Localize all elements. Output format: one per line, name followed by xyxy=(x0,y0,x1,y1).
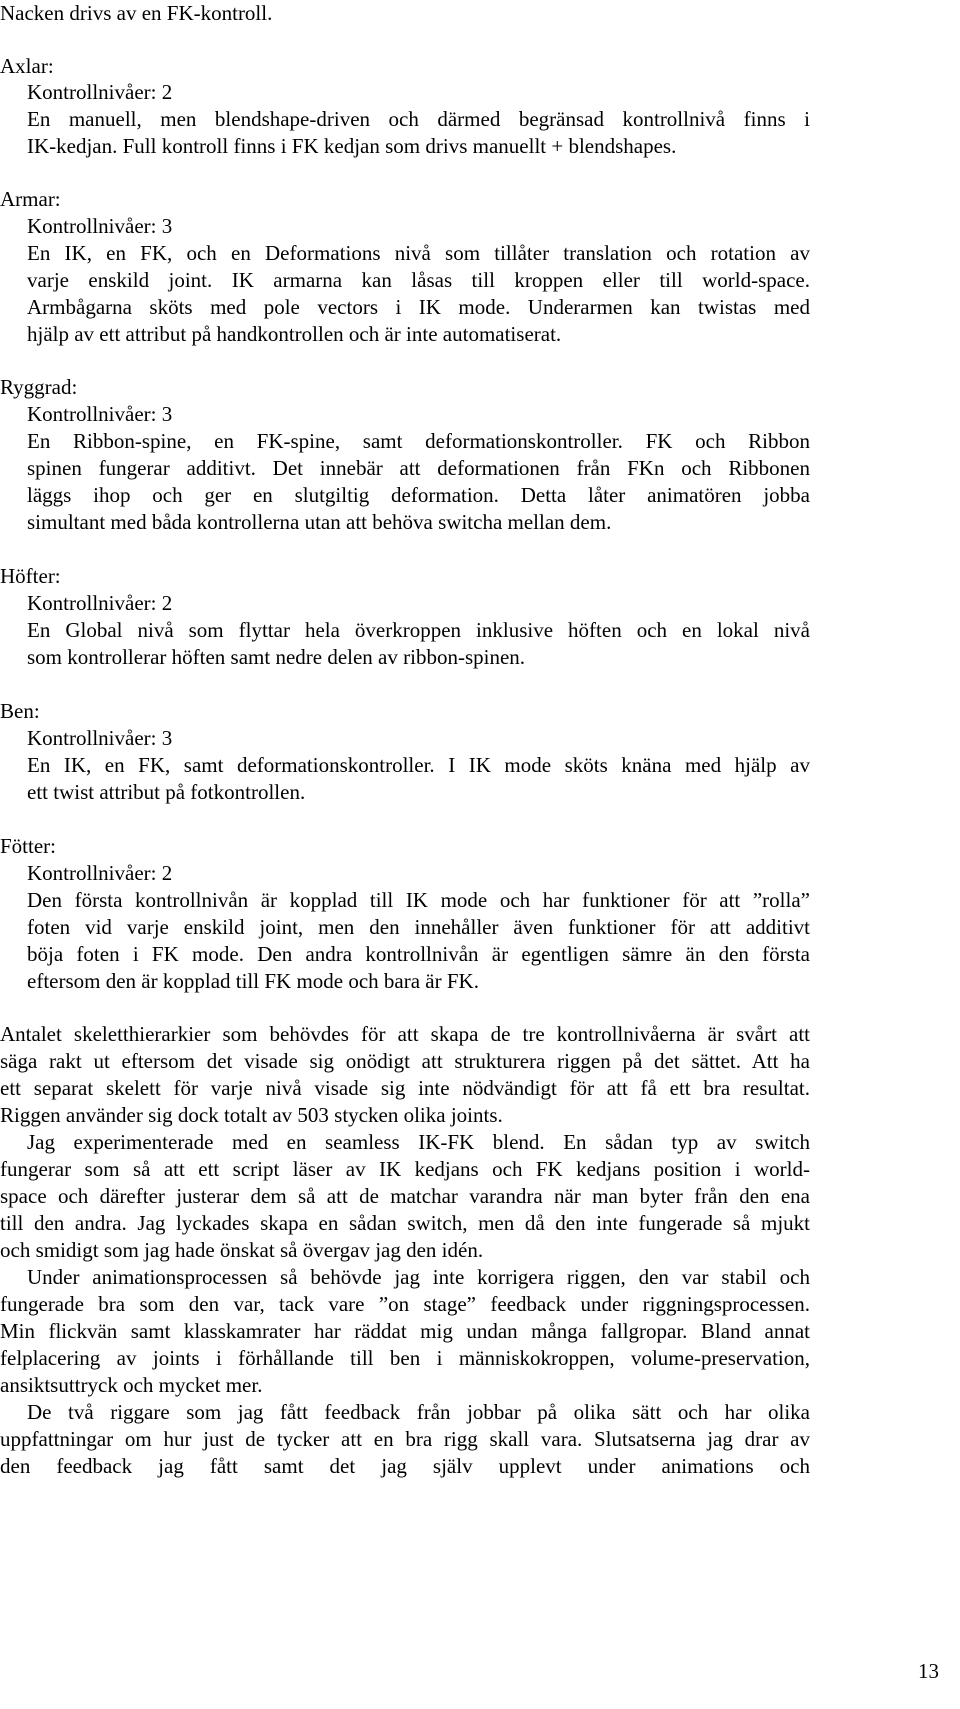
paragraph-line: Armbågarna sköts med pole vectors i IK mode. Underarmen kan twistas med xyxy=(27,295,810,319)
control-level-hofter: Kontrollnivåer: 2 xyxy=(27,591,173,615)
paragraph-line: foten vid varje enskild joint, men den innehåller även funktioner för att additivt xyxy=(27,915,810,939)
control-level-ryggrad: Kontrollnivåer: 3 xyxy=(27,402,173,426)
paragraph-line: simultant med båda kontrollerna utan att behöva switcha mellan dem. xyxy=(27,510,612,534)
control-level-fotter: Kontrollnivåer: 2 xyxy=(27,861,173,885)
paragraph-line: Den första kontrollnivån är kopplad till IK mode och har funktioner för att ”rolla” xyxy=(27,888,810,912)
paragraph-line: hjälp av ett attribut på handkontrollen och är inte automatiserat. xyxy=(27,322,562,346)
intro-line: Nacken drivs av en FK-kontroll. xyxy=(0,1,273,25)
body-line: fungerade bra som den var, tack vare ”on stage” feedback under riggningsprocessen. xyxy=(0,1292,810,1316)
body-line: Riggen använder sig dock totalt av 503 stycken olika joints. xyxy=(0,1103,503,1127)
body-line: Antalet skeletthierarkier som behövdes för att skapa de tre kontrollnivåerna är svårt att xyxy=(0,1022,810,1046)
paragraph-line: eftersom den är kopplad till FK mode och bara är FK. xyxy=(27,969,479,993)
control-level-ben: Kontrollnivåer: 3 xyxy=(27,726,173,750)
body-line: Under animationsprocessen så behövde jag inte korrigera riggen, den var stabil och xyxy=(27,1265,810,1289)
paragraph-line: En manuell, men blendshape-driven och därmed begränsad kontrollnivå finns i xyxy=(27,107,810,131)
paragraph-line: En Ribbon-spine, en FK-spine, samt deformationskontroller. FK och Ribbon xyxy=(27,429,810,453)
paragraph-line: En Global nivå som flyttar hela överkroppen inklusive höften och en lokal nivå xyxy=(27,618,810,642)
paragraph-line: läggs ihop och ger en slutgiltig deformation. Detta låter animatören jobba xyxy=(27,483,810,507)
body-line: den feedback jag fått samt det jag själv upplevt under animations och xyxy=(0,1454,810,1478)
paragraph-line: spinen fungerar additivt. Det innebär att deformationen från FKn och Ribbonen xyxy=(27,456,810,480)
body-line: fungerar som så att ett script läser av IK kedjans och FK kedjans position i world- xyxy=(0,1157,810,1181)
paragraph-line: IK-kedjan. Full kontroll finns i FK kedjan som drivs manuellt + blendshapes. xyxy=(27,134,677,158)
body-line: De två riggare som jag fått feedback från jobbar på olika sätt och har olika xyxy=(27,1400,810,1424)
section-heading-armar: Armar: xyxy=(0,187,61,211)
body-line: felplacering av joints i förhållande till ben i människokroppen, volume-preservation, xyxy=(0,1346,810,1370)
control-level-axlar: Kontrollnivåer: 2 xyxy=(27,80,173,104)
body-line: och smidigt som jag hade önskat så övergav jag den idén. xyxy=(0,1238,484,1262)
section-heading-ryggrad: Ryggrad: xyxy=(0,375,78,399)
body-line: ett separat skelett för varje nivå visade sig inte nödvändigt för att få ett bra resultat. xyxy=(0,1076,810,1100)
body-line: Jag experimenterade med en seamless IK-FK blend. En sådan typ av switch xyxy=(27,1130,810,1154)
paragraph-line: En IK, en FK, samt deformationskontroller. I IK mode sköts knäna med hjälp av xyxy=(27,753,810,777)
body-line: Min flickvän samt klasskamrater har räddat mig undan många fallgropar. Bland annat xyxy=(0,1319,810,1343)
body-line: säga rakt ut eftersom det visade sig onödigt att strukturera riggen på det sättet. Att ha xyxy=(0,1049,810,1073)
paragraph-line: En IK, en FK, och en Deformations nivå som tillåter translation och rotation av xyxy=(27,241,810,265)
paragraph-line: ett twist attribut på fotkontrollen. xyxy=(27,780,306,804)
page-number: 13 xyxy=(918,1659,939,1683)
body-line: space och därefter justerar dem så att de matchar varandra när man byter från den ena xyxy=(0,1184,810,1208)
body-line: ansiktsuttryck och mycket mer. xyxy=(0,1373,263,1397)
body-line: till den andra. Jag lyckades skapa en sådan switch, men då den inte fungerade så mjukt xyxy=(0,1211,810,1235)
paragraph-line: böja foten i FK mode. Den andra kontrollnivån är egentligen sämre än den första xyxy=(27,942,810,966)
control-level-armar: Kontrollnivåer: 3 xyxy=(27,214,173,238)
paragraph-line: varje enskild joint. IK armarna kan låsas till kroppen eller till world-space. xyxy=(27,268,810,292)
section-heading-fotter: Fötter: xyxy=(0,834,56,858)
paragraph-line: som kontrollerar höften samt nedre delen av ribbon-spinen. xyxy=(27,645,526,669)
section-heading-ben: Ben: xyxy=(0,699,40,723)
section-heading-hofter: Höfter: xyxy=(0,564,61,588)
section-heading-axlar: Axlar: xyxy=(0,54,54,78)
body-line: uppfattningar om hur just de tycker att en bra rigg skall vara. Slutsatserna jag drar av xyxy=(0,1427,810,1451)
